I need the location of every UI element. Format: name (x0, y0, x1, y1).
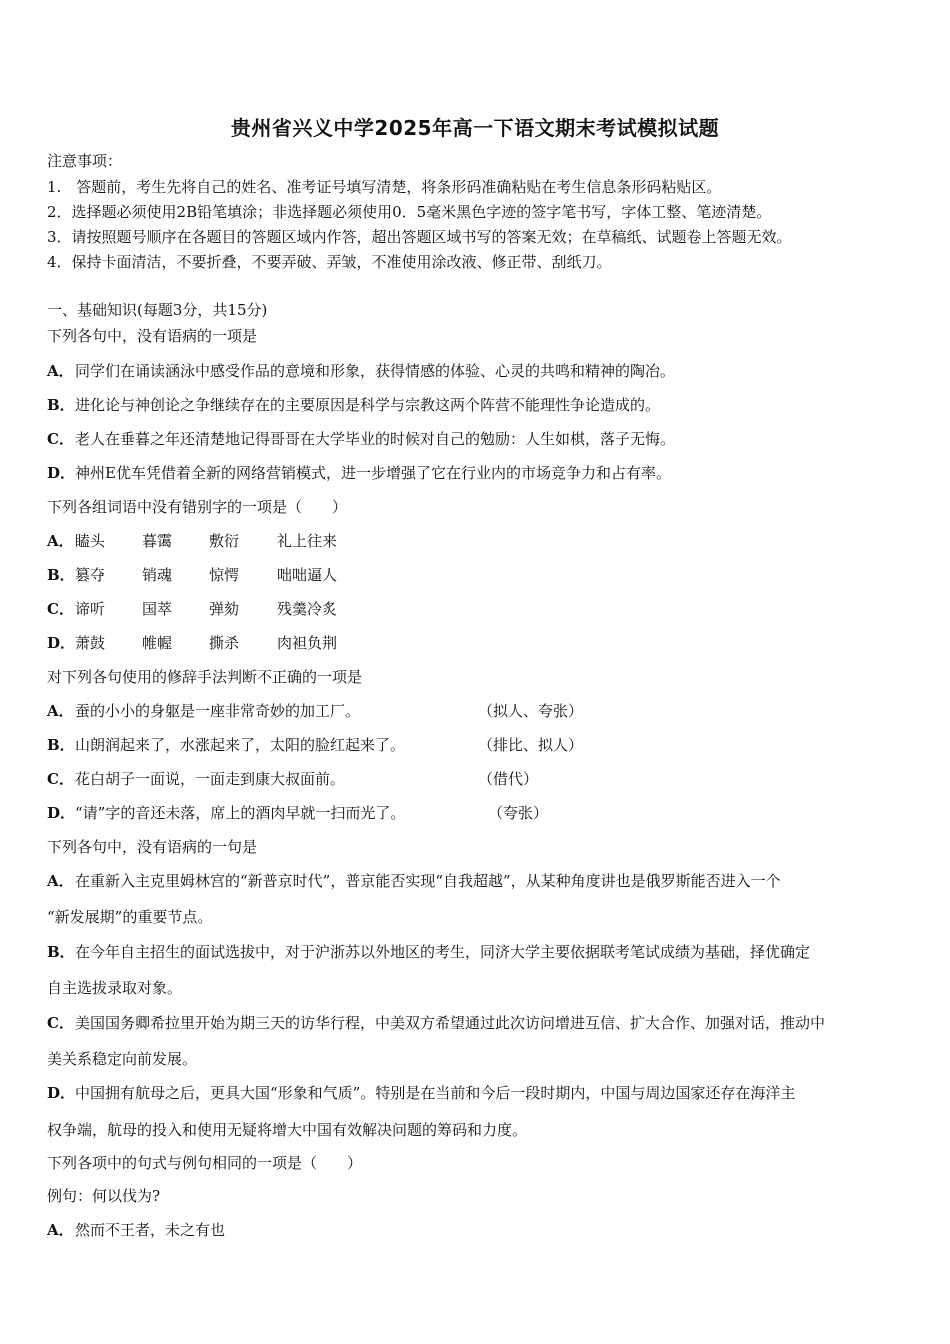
option-letter: A． (47, 362, 74, 380)
word: 弹劾 (209, 600, 240, 618)
q5-example: 例句：何以伐为? (47, 1187, 161, 1205)
option-text: 在重新入主克里姆林宫的“新普京时代”，普京能否实现“自我超越”，从某种角度讲也是俄罗斯能否进入一个 (75, 872, 781, 890)
q2-option-c (47, 599, 447, 619)
word: 萧鼓 (75, 634, 106, 652)
q3-option-d (47, 803, 405, 823)
option-text: 然而不王者，未之有也 (75, 1221, 226, 1239)
q3-option-c (47, 769, 345, 789)
option-text: 花白胡子一面说，一面走到康大叔面前。 (75, 770, 346, 788)
notice-heading: 注意事项： (47, 152, 123, 170)
option-text: 蚕的小小的身躯是一座非常奇妙的加工厂。 (75, 702, 361, 720)
q2-option-d (47, 633, 447, 653)
word: 敷衍 (209, 532, 240, 550)
q2-stem: 下列各组词语中没有错别字的一项是（ ） (47, 498, 348, 516)
word: 瞌头 (75, 532, 106, 550)
word: 国萃 (142, 600, 173, 618)
word: 撕杀 (209, 634, 240, 652)
option-letter: B． (47, 736, 75, 754)
option-letter: C． (47, 1014, 74, 1032)
option-text: 同学们在诵读涵泳中感受作品的意境和形象，获得情感的体验、心灵的共鸣和精神的陶冶。 (75, 362, 676, 380)
option-letter: D． (47, 1084, 76, 1102)
q3-stem: 对下列各句使用的修辞手法判断不正确的一项是 (47, 668, 363, 686)
option-text: 在今年自主招生的面试选拔中，对于沪浙苏以外地区的考生，同济大学主要依据联考笔试成绩为基础，择优确定 (75, 943, 811, 961)
option-letter: C． (47, 770, 74, 788)
q3-option-b (47, 735, 405, 755)
option-letter: C． (47, 600, 74, 618)
q4-option-c-cont: 美关系稳定向前发展。 (47, 1050, 198, 1068)
notice-item-2: 2．选择题必须使用2B铅笔填涂；非选择题必须使用0．5毫米黑色字迹的签字笔书写，字体工整、笔迹清楚。 (47, 203, 772, 221)
word: 谛听 (75, 600, 106, 618)
option-text: 神州E优车凭借着全新的网络营销模式，进一步增强了它在行业内的市场竞争力和占有率。 (75, 464, 671, 482)
word: 惊愕 (209, 566, 240, 584)
q3-option-c-tag: （借代） (478, 770, 539, 788)
q4-stem: 下列各句中，没有语病的一句是 (47, 838, 258, 856)
q2-option-a (47, 531, 447, 551)
option-letter: A． (47, 702, 74, 720)
notice-item-3: 3．请按照题号顺序在各题目的答题区域内作答，超出答题区域书写的答案无效；在草稿纸、试题卷上答题无效。 (47, 228, 792, 246)
word: 销魂 (142, 566, 173, 584)
notice-item-4: 4．保持卡面清洁，不要折叠，不要弄破、弄皱，不准使用涂改液、修正带、刮纸刀。 (47, 253, 612, 271)
option-letter: A． (47, 532, 74, 550)
word: 暮霭 (142, 532, 173, 550)
option-text: 进化论与神创论之争继续存在的主要原因是科学与宗教这两个阵营不能理性争论造成的。 (75, 396, 661, 414)
q4-option-d (47, 1083, 795, 1103)
option-letter: D． (47, 634, 76, 652)
word: 残羹冷炙 (277, 600, 338, 618)
page-title: 贵州省兴义中学2025年高一下语文期末考试模拟试题 (230, 116, 720, 140)
option-letter: D． (47, 804, 76, 822)
q4-option-d-cont: 权争端，航母的投入和使用无疑将增大中国有效解决问题的筹码和力度。 (47, 1121, 528, 1139)
word: 肉袒负荆 (277, 634, 338, 652)
option-text: 美国国务卿希拉里开始为期三天的访华行程，中美双方希望通过此次访问增进互信、扩大合作、加强对话，推动中 (75, 1014, 826, 1032)
q1-option-d (47, 463, 671, 483)
q5-stem: 下列各项中的句式与例句相同的一项是（ ） (47, 1154, 363, 1172)
word: 咄咄逼人 (277, 566, 338, 584)
option-text: 山朗润起来了，水涨起来了，太阳的脸红起来了。 (75, 736, 406, 754)
section-heading: 一、基础知识(每题3分，共15分) (47, 301, 268, 319)
q3-option-d-tag: （夸张） (488, 804, 549, 822)
q4-option-a-cont: “新发展期”的重要节点。 (47, 908, 213, 926)
option-letter: B． (47, 566, 75, 584)
notice-item-1: 1. 答题前，考生先将自己的姓名、准考证号填写清楚，将条形码准确粘贴在考生信息条形码粘贴区。 (47, 178, 722, 196)
q4-option-b-cont: 自主选拔录取对象。 (47, 979, 183, 997)
q4-option-b (47, 942, 810, 962)
option-letter: A． (47, 872, 74, 890)
q2-option-b (47, 565, 447, 585)
option-letter: C． (47, 430, 74, 448)
q1-option-b (47, 395, 660, 415)
option-letter: B． (47, 943, 75, 961)
option-letter: D． (47, 464, 76, 482)
q1-option-a (47, 361, 675, 381)
q3-option-b-tag: （排比、拟人） (478, 736, 584, 754)
q1-stem: 下列各句中，没有语病的一项是 (47, 327, 258, 345)
q4-option-a (47, 871, 781, 891)
option-text: 老人在垂暮之年还清楚地记得哥哥在大学毕业的时候对自己的勉励：人生如棋，落子无悔。 (75, 430, 676, 448)
option-letter: B． (47, 396, 75, 414)
word: 帷幄 (142, 634, 173, 652)
q5-option-a (47, 1220, 225, 1240)
word: 篡夺 (75, 566, 106, 584)
option-text: “请”字的音还未落，席上的酒肉早就一扫而光了。 (75, 804, 406, 822)
q3-option-a-tag: （拟人、夸张） (478, 702, 584, 720)
q4-option-c (47, 1013, 825, 1033)
option-letter: A． (47, 1221, 74, 1239)
word: 礼上往来 (277, 532, 338, 550)
q1-option-c (47, 429, 675, 449)
option-text: 中国拥有航母之后，更具大国“形象和气质”。特别是在当前和今后一段时期内，中国与周边国家还存在海洋主 (75, 1084, 796, 1102)
q3-option-a (47, 701, 360, 721)
